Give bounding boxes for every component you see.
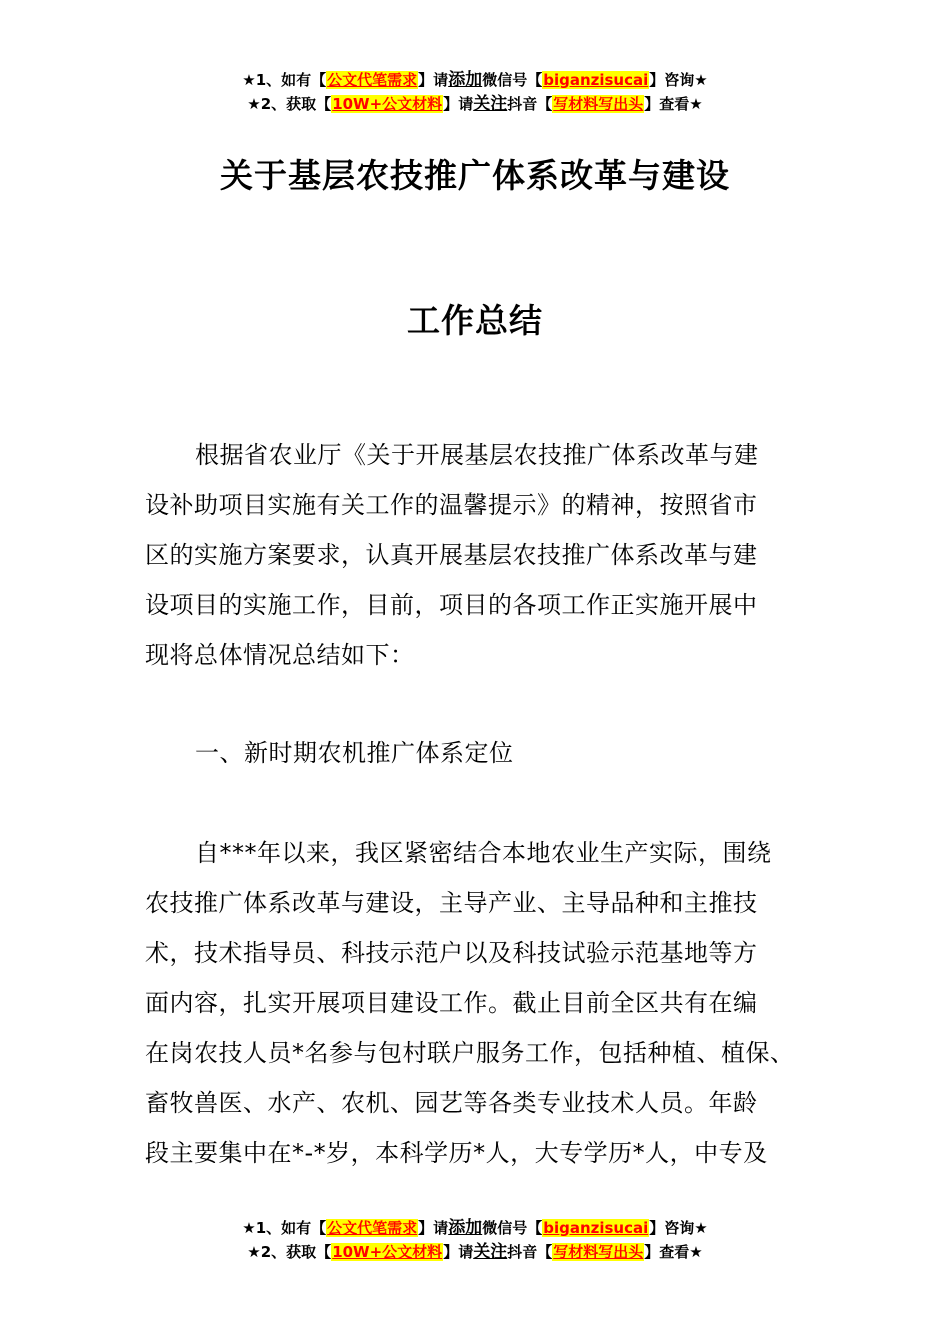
promo-douyin-id: 写材料写出头 bbox=[553, 95, 644, 113]
paragraph-section-1 bbox=[145, 828, 825, 1178]
promo-text: 】请 bbox=[443, 1243, 474, 1261]
promo-highlight: 10W+公文材料 bbox=[332, 1243, 443, 1261]
promo-text: ★1、如有【 bbox=[242, 71, 327, 89]
paragraph-line: 术，技术指导员、科技示范户以及科技试验示范基地等方 bbox=[145, 939, 758, 967]
section-heading-text: 一、新时期农机推广体系定位 bbox=[195, 739, 514, 767]
promo-banner-top bbox=[0, 68, 950, 116]
promo-text: 抖音【 bbox=[507, 1243, 553, 1261]
promo-wechat-id: biganzisucai bbox=[543, 1219, 649, 1237]
section-heading bbox=[145, 728, 825, 778]
paragraph-line: 根据省农业厅《关于开展基层农技推广体系改革与建 bbox=[195, 441, 759, 469]
promo-text: 】咨询★ bbox=[649, 71, 708, 89]
promo-banner-bottom bbox=[0, 1216, 950, 1264]
promo-text: 抖音【 bbox=[507, 95, 553, 113]
promo-line-1 bbox=[0, 1216, 950, 1240]
promo-emphasis: 关注 bbox=[473, 94, 508, 114]
promo-text: 微信号【 bbox=[482, 71, 543, 89]
document-title-line-1: 关于基层农技推广体系改革与建设 bbox=[220, 156, 730, 195]
promo-line-2 bbox=[0, 1240, 950, 1264]
paragraph-line: 设补助项目实施有关工作的温馨提示》的精神，按照省市 bbox=[145, 491, 758, 519]
promo-wechat-id: biganzisucai bbox=[543, 71, 649, 89]
promo-text: 】查看★ bbox=[644, 95, 703, 113]
promo-text: ★2、获取【 bbox=[247, 1243, 332, 1261]
paragraph-line: 现将总体情况总结如下： bbox=[145, 641, 415, 669]
promo-text: ★2、获取【 bbox=[247, 95, 332, 113]
paragraph-line: 自***年以来，我区紧密结合本地农业生产实际，围绕 bbox=[195, 839, 772, 867]
promo-line-2 bbox=[0, 92, 950, 116]
paragraph-line: 农技推广体系改革与建设，主导产业、主导品种和主推技 bbox=[145, 889, 758, 917]
promo-emphasis: 添加 bbox=[448, 70, 483, 90]
promo-highlight: 公文代笔需求 bbox=[327, 1219, 418, 1237]
promo-text: 微信号【 bbox=[482, 1219, 543, 1237]
paragraph-line: 畜牧兽医、水产、农机、园艺等各类专业技术人员。年龄 bbox=[145, 1089, 758, 1117]
paragraph-line: 段主要集中在*-*岁，本科学历*人，大专学历*人，中专及 bbox=[145, 1139, 768, 1167]
promo-emphasis: 关注 bbox=[473, 1242, 508, 1262]
paragraph-line: 面内容，扎实开展项目建设工作。截止目前全区共有在编 bbox=[145, 989, 758, 1017]
promo-line-1 bbox=[0, 68, 950, 92]
promo-text: 】请 bbox=[418, 1219, 449, 1237]
promo-text: 】请 bbox=[443, 95, 474, 113]
paragraph-line: 在岗农技人员*名参与包村联户服务工作，包括种植、植保、 bbox=[145, 1039, 795, 1067]
promo-emphasis: 添加 bbox=[448, 1218, 483, 1238]
promo-text: 】请 bbox=[418, 71, 449, 89]
promo-highlight: 公文代笔需求 bbox=[327, 71, 418, 89]
paragraph-line: 区的实施方案要求，认真开展基层农技推广体系改革与建 bbox=[145, 541, 758, 569]
paragraph-line: 设项目的实施工作，目前，项目的各项工作正实施开展中 bbox=[145, 591, 758, 619]
promo-douyin-id: 写材料写出头 bbox=[553, 1243, 644, 1261]
promo-text: 】查看★ bbox=[644, 1243, 703, 1261]
paragraph-intro bbox=[145, 430, 825, 680]
promo-text: 】咨询★ bbox=[649, 1219, 708, 1237]
promo-text: ★1、如有【 bbox=[242, 1219, 327, 1237]
promo-highlight: 10W+公文材料 bbox=[332, 95, 443, 113]
document-title-line-2: 工作总结 bbox=[407, 301, 543, 340]
